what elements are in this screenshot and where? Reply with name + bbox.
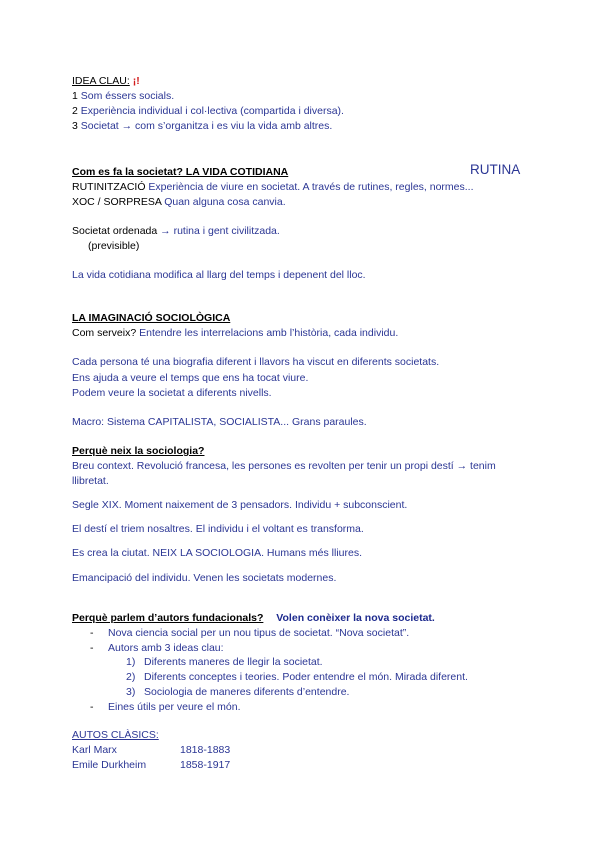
rutinitzacio-line: RUTINITZACIÓ Experiència de viure en societat. A través de rutines, regles, normes...: [72, 181, 474, 193]
vida-modifica-line: La vida cotidiana modifica al llarg del temps i depenent del lloc.: [72, 269, 366, 281]
previsible-note: (previsible): [88, 240, 140, 252]
idea-item-1: 1 Som éssers socials.: [72, 90, 175, 102]
classics-row-years: 1818-1883: [180, 744, 231, 756]
idea-clau-heading: [72, 75, 140, 88]
segle-line: Segle XIX. Moment naixement de 3 pensadors. Individu + subconscient.: [72, 499, 408, 511]
emancipacio-line: Emancipació del individu. Venen les societats modernes.: [72, 572, 337, 584]
neix-context-line-2: llibretat.: [72, 475, 109, 487]
idea-item-3: 3 Societat → com s’organitza i es viu la vida amb altres.: [72, 120, 333, 132]
autors-heading-line: [72, 612, 435, 625]
classics-row: Karl Marx: [72, 744, 117, 756]
imaginacio-heading: LA IMAGINACIÓ SOCIOLÒGICA: [72, 312, 231, 324]
com-serveix-line: Com serveix? Entendre les interrelacions amb l’història, cada individu.: [72, 327, 399, 339]
societat-ordenada-line: Societat ordenada → rutina i gent civilitzada.: [72, 225, 280, 237]
classics-row: Emile Durkheim: [72, 759, 147, 771]
classics-row-years: 1858-1917: [180, 759, 231, 771]
autors-subheading: Volen conèixer la nova societat.: [276, 612, 435, 624]
imaginacio-line-3: Podem veure la societat a diferents nivells.: [72, 387, 272, 399]
imaginacio-line-2: Ens ajuda a veure el temps que ens ha tocat viure.: [72, 372, 309, 384]
autors-heading: Perquè parlem d’autors fundacionals?: [72, 612, 264, 624]
macro-line: Macro: Sistema CAPITALISTA, SOCIALISTA... Grans paraules.: [72, 416, 367, 428]
xoc-line: XOC / SORPRESA Quan alguna cosa canvia.: [72, 196, 286, 208]
bullet-dash: -: [90, 627, 94, 639]
bullet-dash: -: [90, 642, 94, 654]
classics-heading: AUTOS CLÀSICS:: [72, 729, 159, 741]
rutina-label: RUTINA: [470, 162, 521, 177]
neix-heading: Perquè neix la sociologia?: [72, 445, 205, 457]
idea-clau-label: IDEA CLAU:: [72, 75, 130, 87]
bullet-dash: -: [90, 701, 94, 713]
neix-context-line-1: Breu context. Revolució francesa, les persones es revolten per tenir un propi destí → tenim: [72, 460, 496, 472]
imaginacio-line-1: Cada persona té una biografia diferent i llavors ha viscut en diferents societats.: [72, 356, 440, 368]
vida-cotidiana-heading: Com es fa la societat? LA VIDA COTIDIANA: [72, 166, 289, 178]
ciutat-line: Es crea la ciutat. NEIX LA SOCIOLOGIA. Humans més lliures.: [72, 547, 363, 559]
idea-item-2: 2 Experiència individual i col·lectiva (compartida i diversa).: [72, 105, 344, 117]
desti-line: El destí el triem nosaltres. El individu i el voltant es transforma.: [72, 523, 364, 535]
idea-clau-mark: ¡!: [132, 75, 140, 87]
